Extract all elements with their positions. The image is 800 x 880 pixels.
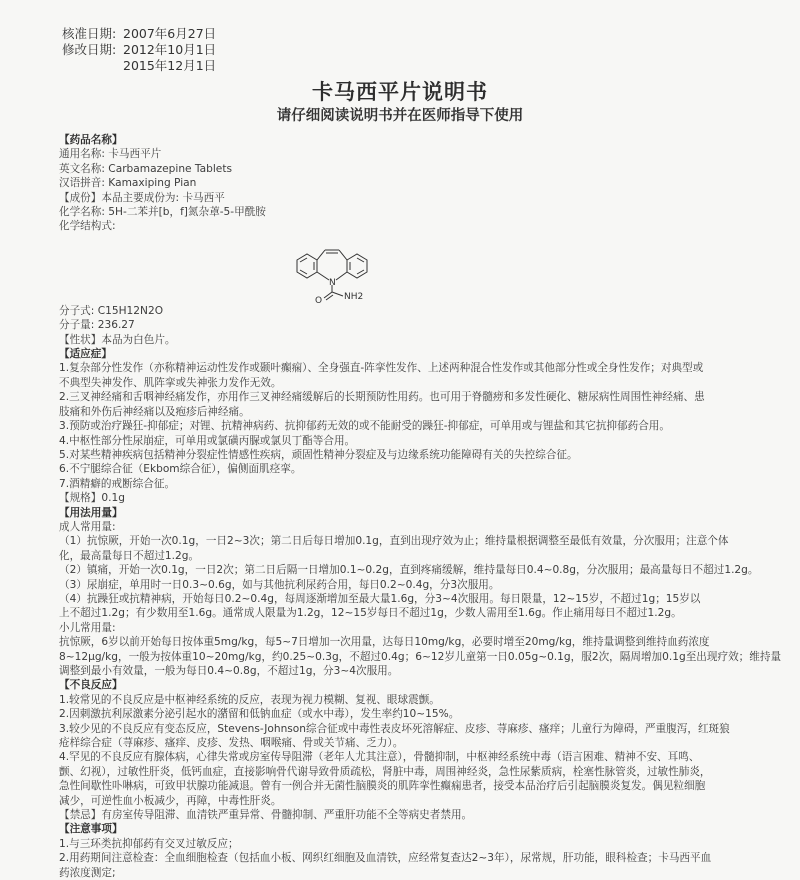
usage-3: （3）尿崩症，单用时一日0.3~0.6g，如与其他抗利尿药合用，每日0.2~0.4g，分3次服用。	[59, 578, 500, 591]
usage-1b: 化，最高量每日不超过1.2g。	[59, 549, 200, 562]
indication-7: 7.酒精癖的戒断综合征。	[59, 477, 176, 490]
adverse-4a: 4.罕见的不良反应有腺体病，心律失常或房室传导阻滞（老年人尤其注意），骨髓抑制，中枢神经系统中毒（语言困难、精神不安、耳鸣、	[59, 751, 700, 764]
revise-date-value-2: 2015年12月1日	[123, 58, 217, 73]
revise-date-label: 修改日期:	[62, 42, 117, 57]
specification: 【规格】0.1g	[59, 492, 125, 505]
child-dosage-heading: 小儿常用量:	[59, 621, 116, 634]
child-dosage-2: 8~12μg/kg，一般为按体重10~20mg/kg，约0.25~0.3g，不超过0.4g；6~12岁儿童第一日0.05g~0.1g，服2次，隔周增加0.1g至出现疗效；维持量	[59, 650, 782, 663]
indication-2a: 2.三叉神经痛和舌咽神经痛发作，亦用作三叉神经痛缓解后的长期预防性用药。也可用于脊髓痨和多发性硬化、糖尿病性周围性神经痛、患	[59, 391, 705, 404]
adverse-2: 2.因刺激抗利尿激素分泌引起水的潴留和低钠血症（或水中毒），发生率约10~15%。	[59, 708, 460, 721]
adverse-3a: 3.较少见的不良反应有变态反应，Stevens-Johnson综合征或中毒性表皮坏死溶解症、皮疹、荨麻疹、瘙痒；儿童行为障碍，严重腹泻，红斑狼	[59, 722, 730, 735]
approve-date-row	[62, 26, 216, 42]
atom-n: N	[329, 277, 336, 288]
caution-1: 1.与三环类抗抑郁药有交叉过敏反应；	[59, 837, 239, 850]
indication-6: 6.不宁腿综合征（Ekbom综合征），偏侧面肌痉挛。	[59, 463, 302, 476]
section-heading-cautions: 【注意事项】	[59, 823, 123, 836]
indication-5: 5.对某些精神疾病包括精神分裂症性情感性疾病，顽固性精神分裂症及与边缘系统功能障碍有关的失控综合征。	[59, 448, 578, 461]
adverse-1: 1.较常见的不良反应是中枢神经系统的反应，表现为视力模糊、复视、眼球震颤。	[59, 693, 440, 706]
date-block	[62, 26, 216, 74]
revise-date-value-1: 2012年10月1日	[123, 42, 217, 57]
approve-date-value: 2007年6月27日	[123, 26, 217, 41]
caution-2b: 药浓度测定;	[59, 866, 116, 879]
document-title: 卡马西平片说明书	[312, 80, 488, 104]
revise-date-row	[62, 42, 216, 58]
indication-2b: 肢痛和外伤后神经痛以及疱疹后神经痛。	[59, 405, 250, 418]
adverse-4b: 颤、幻视），过敏性肝炎，低钙血症，直接影响骨代谢导致骨质疏松，肾脏中毒，周围神经炎，急性尿紫质病，栓塞性脉管炎，过敏性肺炎，	[59, 765, 711, 778]
composition: 【成份】本品主要成份为: 卡马西平	[59, 191, 225, 204]
appearance: 【性状】本品为白色片。	[59, 333, 176, 346]
usage-4a: （4）抗躁狂或抗精神病，开始每日0.2~0.4g，每周逐渐增加至最大量1.6g，分3~4次服用。每日限量，12~15岁，不超过1g；15岁以	[59, 592, 701, 605]
document-body	[59, 133, 785, 880]
chemical-structure-label: 化学结构式:	[59, 220, 116, 233]
indication-1a: 1.复杂部分性发作（亦称精神运动性发作或颞叶癫痫）、全身强直-阵挛性发作、上述两种混合性发作或其他部分性或全身性发作；对典型或	[59, 362, 704, 375]
pinyin-name: 汉语拼音: Kamaxiping Pian	[59, 177, 197, 190]
adult-dosage-heading: 成人常用量:	[59, 520, 116, 533]
child-dosage-1: 抗惊厥，6岁以前开始每日按体重5mg/kg，每5~7日增加一次用量，达每日10mg/kg，必要时增至20mg/kg，维持量调整到维持血药浓度	[59, 636, 710, 649]
indication-1b: 不典型失神发作、肌阵挛或失神张力发作无效。	[59, 376, 282, 389]
adverse-4d: 减少，可逆性血小板减少，再障，中毒性肝炎。	[59, 794, 282, 807]
adverse-3b: 疮样综合症（荨麻疹、瘙痒、皮疹、发热、咽喉痛、骨或关节痛、乏力）。	[59, 737, 404, 750]
section-heading-indications: 【适应症】	[59, 348, 112, 361]
group-nh2: NH2	[344, 291, 364, 302]
section-heading-usage: 【用法用量】	[59, 506, 123, 519]
approve-date-label: 核准日期:	[62, 26, 117, 41]
atom-o: O	[315, 295, 323, 304]
chemical-structure	[59, 234, 785, 304]
generic-name: 通用名称: 卡马西平片	[59, 148, 162, 161]
english-name: 英文名称: Carbamazepine Tablets	[59, 162, 232, 175]
indication-3: 3.预防或治疗躁狂-抑郁症；对锂、抗精神病药、抗抑郁药无效的或不能耐受的躁狂-抑郁症，可单用或与锂盐和其它抗抑郁药合用。	[59, 420, 670, 433]
indication-4: 4.中枢性部分性尿崩症，可单用或氯磺丙脲或氯贝丁酯等合用。	[59, 434, 356, 447]
caution-2a: 2.用药期间注意检查：全血细胞检查（包括血小板、网织红细胞及血清铁，应经常复查达2~3年），尿常规，肝功能，眼科检查；卡马西平血	[59, 852, 712, 865]
molecular-weight: 分子量: 236.27	[59, 319, 135, 332]
carbamazepine-structure-diagram	[291, 236, 401, 304]
section-heading-adverse: 【不良反应】	[59, 679, 123, 692]
contraindications: 【禁忌】有房室传导阻滞、血清铁严重异常、骨髓抑制、严重肝功能不全等病史者禁用。	[59, 809, 473, 822]
chemical-name: 化学名称: 5H-二苯并[b，f]氮杂䓬-5-甲酰胺	[59, 206, 266, 219]
document-subtitle: 请仔细阅读说明书并在医师指导下使用	[276, 108, 524, 124]
usage-2: （2）镇痛，开始一次0.1g，一日2次；第二日后隔一日增加0.1~0.2g，直到疼痛缓解，维持量每日0.4~0.8g，分次服用；最高量每日不超过1.2g。	[59, 564, 759, 577]
adverse-4c: 急性间歇性卟啉病，可致甲状腺功能减退。曾有一例合并无菌性脑膜炎的肌阵挛性癫痫患者，接受本品治疗后引起脑膜炎复发。偶见粒细胞	[59, 780, 706, 793]
usage-4b: 上不超过1.2g；有少数用至1.6g。通常成人限量为1.2g，12~15岁每日不超过1g，少数人需用至1.6g。作止痛用每日不超过1.2g。	[59, 607, 682, 620]
revise-date-row-2	[62, 58, 216, 74]
section-heading-drug-name: 【药品名称】	[59, 134, 123, 146]
usage-1a: （1）抗惊厥，开始一次0.1g，一日2~3次；第二日后每日增加0.1g，直到出现疗效为止；维持量根据调整至最低有效量，分次服用；注意个体	[59, 535, 729, 548]
child-dosage-3: 调整到最小有效量，一般为每日0.4~0.8g，不超过1g，分3~4次服用。	[59, 665, 399, 677]
molecular-formula: 分子式: C15H12N2O	[59, 304, 164, 317]
